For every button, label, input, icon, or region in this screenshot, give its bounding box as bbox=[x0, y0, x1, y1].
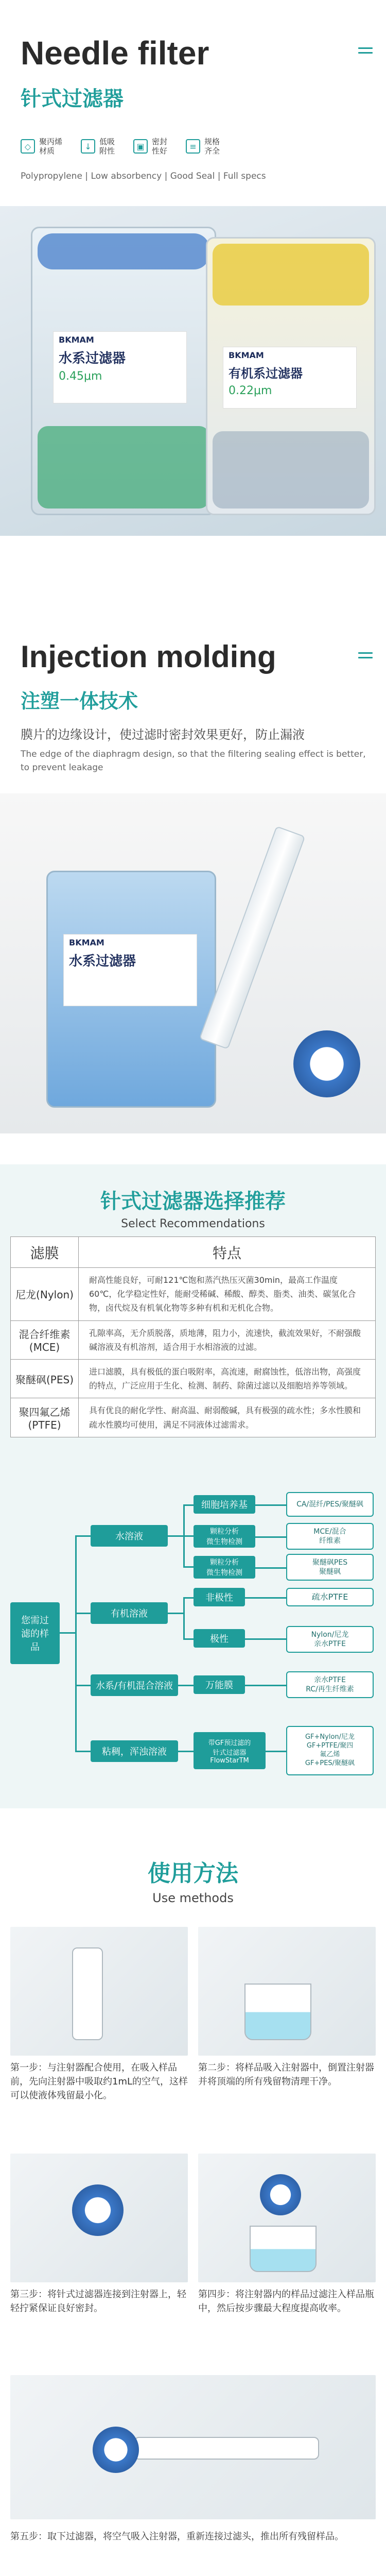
recommend-title-cn: 针式过滤器选择推荐 bbox=[100, 1190, 286, 1213]
membrane-cell: 混合纤维素 (MCE) bbox=[11, 1320, 79, 1359]
step1-image bbox=[10, 1927, 188, 2056]
tree-level2-node: 颗粒分析 微生物检测 bbox=[194, 1525, 255, 1548]
usage-title-en: Use methods bbox=[152, 1891, 234, 1905]
tree-leaf: GF+Nylon/尼龙 GF+PTFE/聚四 氟乙烯 GF+PES/聚醚砜 bbox=[286, 1726, 374, 1775]
feature-seal: ▣ 密封 性好 bbox=[133, 137, 167, 156]
tree-leaf: 聚醚砜PES 聚醚砜 bbox=[286, 1554, 374, 1581]
table-header-membrane: 滤膜 bbox=[11, 1237, 79, 1268]
tree-leaf: 疏水PTFE bbox=[286, 1588, 374, 1606]
step4-text: 第四步：将注射器内的样品过滤注入样品瓶中，然后按步骤最大程度提高收率。 bbox=[198, 2289, 374, 2314]
jar-label-injection: BKMAM 水系过滤器 bbox=[63, 934, 197, 1006]
feature-polypropylene: ◇ 聚丙烯 材质 bbox=[21, 137, 62, 156]
step5-image bbox=[10, 2375, 376, 2519]
tree-leaf: MCE/混合 纤维素 bbox=[286, 1523, 374, 1550]
injection-desc-cn: 膜片的边缘设计，使过滤时密封效果更好，防止漏液 bbox=[21, 727, 305, 742]
recommend-header bbox=[0, 1185, 386, 1230]
membrane-cell: 聚四氟乙烯 (PTFE) bbox=[11, 1398, 79, 1437]
tree-level2-node: 万能膜 bbox=[194, 1675, 245, 1694]
step3-image bbox=[10, 2154, 188, 2282]
injection-title-en: Injection molding bbox=[21, 639, 276, 674]
hero-title-en: Needle filter bbox=[21, 35, 209, 72]
tree-level2-node: 颗粒分析 微生物检测 bbox=[194, 1556, 255, 1579]
usage-title-cn: 使用方法 bbox=[148, 1860, 238, 1887]
jar-left bbox=[31, 227, 216, 515]
recommend-table bbox=[10, 1236, 376, 1437]
menu-icon[interactable] bbox=[358, 652, 373, 663]
step4-image bbox=[198, 2154, 376, 2282]
features-en: Polypropylene | Low absorbency | Good Seal | Full specs bbox=[21, 171, 266, 181]
jar-label-left: BKMAM 水系过滤器 0.45μm bbox=[53, 331, 187, 403]
jar-right bbox=[206, 237, 376, 515]
hero-title-cn: 针式过滤器 bbox=[21, 87, 124, 111]
jar-label-right: BKMAM 有机系过滤器 0.22μm bbox=[223, 347, 357, 409]
selection-tree bbox=[10, 1499, 376, 1777]
tree-level2-node: 非极性 bbox=[194, 1588, 245, 1606]
desc-cell: 孔隙率高，无介质脱落，质地薄，阻力小，流速快，截流效果好，不耐强酸碱溶液及有机溶剂，适合用于水相溶液的过滤。 bbox=[79, 1320, 376, 1359]
table-header-feature: 特点 bbox=[79, 1237, 376, 1268]
tree-level2-node: 带GF预过滤的 针式过滤器 FlowStarTM bbox=[194, 1732, 266, 1769]
step1-text: 第一步：与注射器配合使用，在吸入样品前，先向注射器中吸取约1mL的空气，这样可以使液体残留最小化。 bbox=[10, 2062, 188, 2101]
desc-cell: 进口滤膜，具有极低的蛋白吸附率，高流速，耐腐蚀性，低溶出物，高强度的特点，广泛应用于生化、检测、制药、除菌过滤以及细胞培养等领域。 bbox=[79, 1359, 376, 1398]
jar-filters bbox=[46, 871, 216, 1108]
tree-root: 您需过 滤的样 品 bbox=[10, 1602, 60, 1664]
injection-photo bbox=[0, 793, 386, 1133]
step2-image bbox=[198, 1927, 376, 2056]
injection-title-cn: 注塑一体技术 bbox=[21, 690, 138, 713]
tree-level1-node: 水系/有机混合溶液 bbox=[91, 1674, 178, 1696]
membrane-cell: 聚醚砜(PES) bbox=[11, 1359, 79, 1398]
feature-low-absorb: ↓ 低吸 附性 bbox=[81, 137, 115, 156]
step3-text: 第三步：将针式过滤器连接到注射器上，轻轻拧紧保证良好密封。 bbox=[10, 2289, 186, 2314]
polypropylene-icon: ◇ bbox=[21, 139, 35, 154]
table-row bbox=[11, 1398, 376, 1437]
tree-leaf: Nylon/尼龙 亲水PTFE bbox=[286, 1626, 374, 1653]
table-row bbox=[11, 1320, 376, 1359]
tree-leaf: 亲水PTFE RC/再生纤维素 bbox=[286, 1671, 374, 1698]
usage-section bbox=[0, 1834, 386, 2576]
table-row bbox=[11, 1359, 376, 1398]
recommend-title-en: Select Recommendations bbox=[121, 1217, 265, 1230]
injection-desc-en: The edge of the diaphragm design, so that the filtering sealing effect is better, to prevent leakage bbox=[21, 749, 366, 773]
tree-level1-node: 水溶液 bbox=[91, 1525, 168, 1547]
step2-text: 第二步：将样品吸入注射器中，倒置注射器并将顶端的所有残留物清理干净。 bbox=[198, 2062, 374, 2087]
seal-icon: ▣ bbox=[133, 139, 148, 154]
tree-level2-node: 极性 bbox=[194, 1629, 245, 1648]
desc-cell: 具有优良的耐化学性、耐高温、耐弱酸碱，具有极强的疏水性；多水性膜和疏水性膜均可使用，满足不同液体过滤需求。 bbox=[79, 1398, 376, 1437]
feature-spec: ≡ 规格 齐全 bbox=[186, 137, 220, 156]
usage-header bbox=[0, 1855, 386, 1905]
tree-leaf: CA/混纤/PES/聚醚砜 bbox=[286, 1492, 374, 1517]
membrane-cell: 尼龙(Nylon) bbox=[11, 1268, 79, 1321]
injection-section bbox=[0, 618, 386, 814]
desc-cell: 耐高性能良好，可耐121℃饱和蒸汽热压灭菌30min，最高工作温度60℃，化学稳定性好，能耐受稀碱、稀酸、醇类、脂类、油类、碳氢化合物，卤代烷及有机氧化物等多种有机和无机化合物。 bbox=[79, 1268, 376, 1321]
table-row bbox=[11, 1268, 376, 1321]
tree-level1-node: 有机溶液 bbox=[91, 1602, 168, 1624]
filter-disc-graphic bbox=[293, 1030, 360, 1097]
spec-icon: ≡ bbox=[186, 139, 200, 154]
product-photo bbox=[0, 206, 386, 536]
tree-level2-node: 细胞培养基 bbox=[194, 1495, 255, 1514]
recommend-section bbox=[0, 1164, 386, 1808]
feature-row bbox=[21, 137, 220, 156]
menu-icon[interactable] bbox=[358, 47, 373, 58]
low-absorb-icon: ↓ bbox=[81, 139, 95, 154]
tree-level1-node: 粘稠，浑浊溶液 bbox=[91, 1740, 178, 1762]
step5-text: 第五步：取下过滤器，将空气吸入注射器，重新连接过滤头，推出所有残留样品。 bbox=[10, 2531, 344, 2542]
